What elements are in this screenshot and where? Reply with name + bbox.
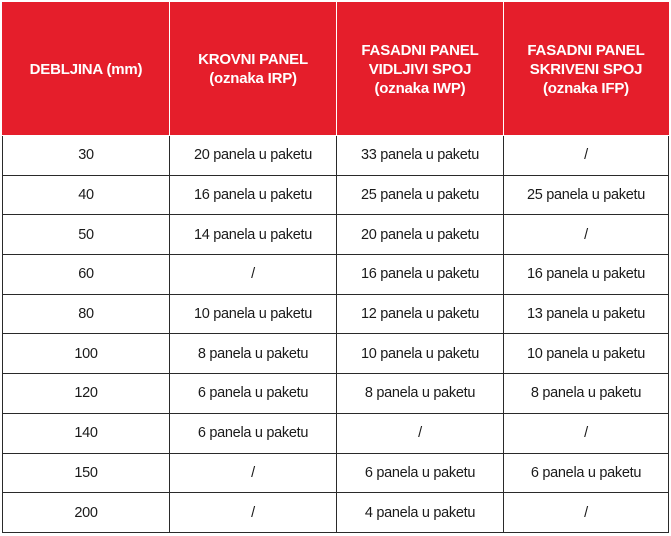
header-line: VIDLJIVI SPOJ [368, 60, 472, 78]
visible-joint-cell: 33 panela u paketu [337, 136, 504, 176]
roof-panel-cell: 20 panela u paketu [170, 136, 337, 176]
table-row [3, 175, 669, 215]
visible-joint-cell: 25 panela u paketu [337, 175, 504, 215]
roof-panel-cell: 6 panela u paketu [170, 413, 337, 453]
hidden-joint-cell: / [504, 136, 669, 176]
hidden-joint-cell: / [504, 215, 669, 255]
visible-joint-cell: 16 panela u paketu [337, 255, 504, 295]
roof-panel-cell: / [170, 453, 337, 493]
roof-panel-cell: / [170, 493, 337, 533]
panel-packaging-table [2, 2, 669, 533]
roof-panel-cell: 14 panela u paketu [170, 215, 337, 255]
hidden-joint-cell: 8 panela u paketu [504, 374, 669, 414]
visible-joint-cell: 6 panela u paketu [337, 453, 504, 493]
table-row [3, 413, 669, 453]
visible-joint-cell: 8 panela u paketu [337, 374, 504, 414]
table-row [3, 294, 669, 334]
header-line: FASADNI PANEL [361, 41, 479, 59]
roof-panel-cell: 8 panela u paketu [170, 334, 337, 374]
thickness-cell: 80 [3, 294, 170, 334]
hidden-joint-cell: / [504, 493, 669, 533]
header-facade-visible-joint [337, 3, 504, 136]
header-line: DEBLJINA (mm) [29, 60, 143, 78]
hidden-joint-cell: 13 panela u paketu [504, 294, 669, 334]
visible-joint-cell: 4 panela u paketu [337, 493, 504, 533]
header-facade-hidden-joint [504, 3, 669, 136]
thickness-cell: 140 [3, 413, 170, 453]
thickness-cell: 150 [3, 453, 170, 493]
table-row [3, 215, 669, 255]
table-row [3, 255, 669, 295]
header-line: SKRIVENI SPOJ [529, 60, 643, 78]
table-row [3, 136, 669, 176]
hidden-joint-cell: 25 panela u paketu [504, 175, 669, 215]
header-roof-panel [170, 3, 337, 136]
hidden-joint-cell: / [504, 413, 669, 453]
visible-joint-cell: 20 panela u paketu [337, 215, 504, 255]
roof-panel-cell: 10 panela u paketu [170, 294, 337, 334]
thickness-cell: 100 [3, 334, 170, 374]
thickness-cell: 50 [3, 215, 170, 255]
visible-joint-cell: 10 panela u paketu [337, 334, 504, 374]
roof-panel-cell: / [170, 255, 337, 295]
table-row [3, 493, 669, 533]
hidden-joint-cell: 6 panela u paketu [504, 453, 669, 493]
thickness-cell: 40 [3, 175, 170, 215]
thickness-cell: 30 [3, 136, 170, 176]
table-row [3, 453, 669, 493]
table-row [3, 374, 669, 414]
header-line: (oznaka IRP) [209, 70, 297, 87]
header-line: KROVNI PANEL [198, 51, 308, 68]
header-line: FASADNI PANEL [527, 41, 645, 59]
hidden-joint-cell: 16 panela u paketu [504, 255, 669, 295]
hidden-joint-cell: 10 panela u paketu [504, 334, 669, 374]
header-line: (oznaka IFP) [543, 79, 629, 97]
header-row [3, 3, 669, 136]
header-line: (oznaka IWP) [374, 79, 466, 97]
roof-panel-cell: 6 panela u paketu [170, 374, 337, 414]
table-row [3, 334, 669, 374]
thickness-cell: 60 [3, 255, 170, 295]
thickness-cell: 200 [3, 493, 170, 533]
thickness-cell: 120 [3, 374, 170, 414]
header-thickness [3, 3, 170, 136]
visible-joint-cell: / [337, 413, 504, 453]
visible-joint-cell: 12 panela u paketu [337, 294, 504, 334]
roof-panel-cell: 16 panela u paketu [170, 175, 337, 215]
